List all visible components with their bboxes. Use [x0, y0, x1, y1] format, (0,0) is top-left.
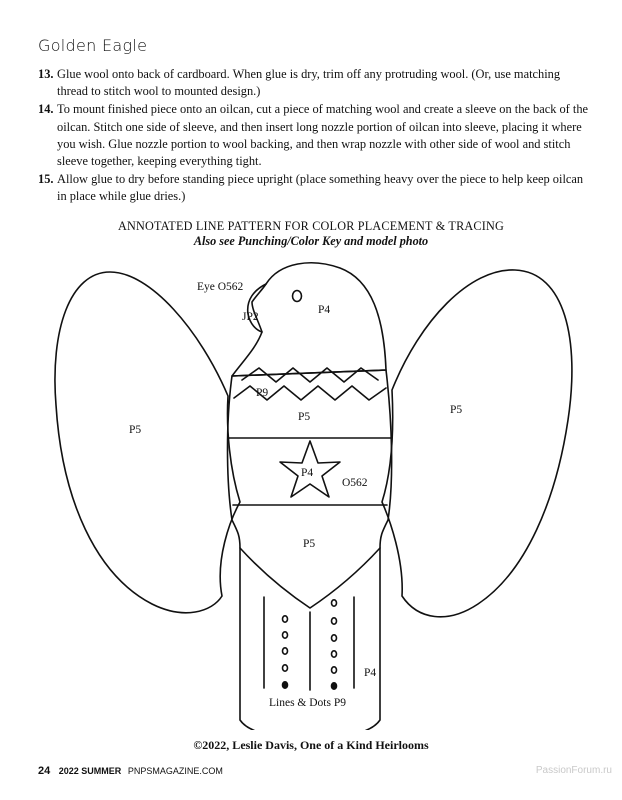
pattern-subheading: Also see Punching/Color Key and model photo — [193, 234, 429, 248]
step-text: Allow glue to dry before standing piece upright (place something heavy over the piece to help keep oilcan in place while glue dries.) — [57, 172, 584, 204]
label-tail-color: P4 — [364, 667, 377, 679]
label-head: P4 — [318, 304, 331, 316]
label-band: O562 — [342, 477, 368, 489]
tail-dot — [332, 618, 337, 624]
tail-dot — [332, 667, 337, 673]
page-number: 24 — [38, 765, 51, 777]
instruction-list — [38, 66, 590, 207]
step-number: 14. — [38, 102, 54, 117]
eye-mark — [293, 291, 302, 302]
tail-dot — [332, 651, 337, 657]
instruction-step — [38, 66, 590, 100]
label-star: P4 — [301, 467, 314, 479]
issue-season: 2022 SUMMER — [58, 766, 122, 776]
eagle-line-pattern — [0, 250, 622, 730]
copyright-line: ©2022, Leslie Davis, One of a Kind Heirlooms — [193, 738, 429, 752]
step-number: 13. — [38, 67, 54, 81]
label-zigzag: P9 — [256, 387, 269, 399]
tail-dot — [283, 648, 288, 654]
label-beak: JP2 — [242, 311, 259, 323]
tail-dot — [283, 632, 288, 638]
tail-dot — [332, 600, 337, 606]
label-right-wing: P5 — [450, 404, 463, 416]
page-title: Golden Eagle — [38, 36, 148, 55]
watermark: PassionForum.ru — [535, 765, 612, 776]
tail-dot — [283, 616, 288, 622]
label-lower-body: P5 — [303, 538, 316, 550]
step-text: To mount finished piece onto an oilcan, cut a piece of matching wool and create a sleeve on the back of the oilcan. Stitch one side of sleeve, and then insert long nozzle portion of oilcan into sleeve, placing it where you wish. Glue nozzle portion to wool backing, and then wrap nozzle with other side of wool and stitch sleeve together, keeping everything tight. — [57, 102, 589, 169]
instruction-step — [38, 171, 590, 205]
label-chest: P5 — [298, 411, 311, 423]
label-eye: Eye O562 — [197, 281, 244, 293]
tail-dot — [332, 683, 337, 689]
tail-dot — [332, 635, 337, 641]
step-number: 15. — [38, 172, 54, 187]
instruction-step — [38, 101, 590, 170]
right-wing-outline — [382, 270, 572, 617]
pattern-heading: ANNOTATED LINE PATTERN FOR COLOR PLACEMENT & TRACING — [117, 219, 504, 233]
tail-dot — [283, 665, 288, 671]
beak-outline — [248, 284, 266, 332]
page-footer — [38, 765, 223, 777]
step-text: Glue wool onto back of cardboard. When glue is dry, trim off any protruding wool. (Or, use matching thread to stitch wool to mounted design.) — [57, 67, 561, 99]
chest-v-line — [240, 548, 380, 608]
label-tail: Lines & Dots P9 — [269, 697, 346, 709]
label-left-wing: P5 — [129, 424, 142, 436]
magazine-site: PNPSMAGAZINE.COM — [127, 766, 223, 776]
tail-dot — [283, 682, 288, 688]
left-wing-outline — [55, 272, 240, 613]
